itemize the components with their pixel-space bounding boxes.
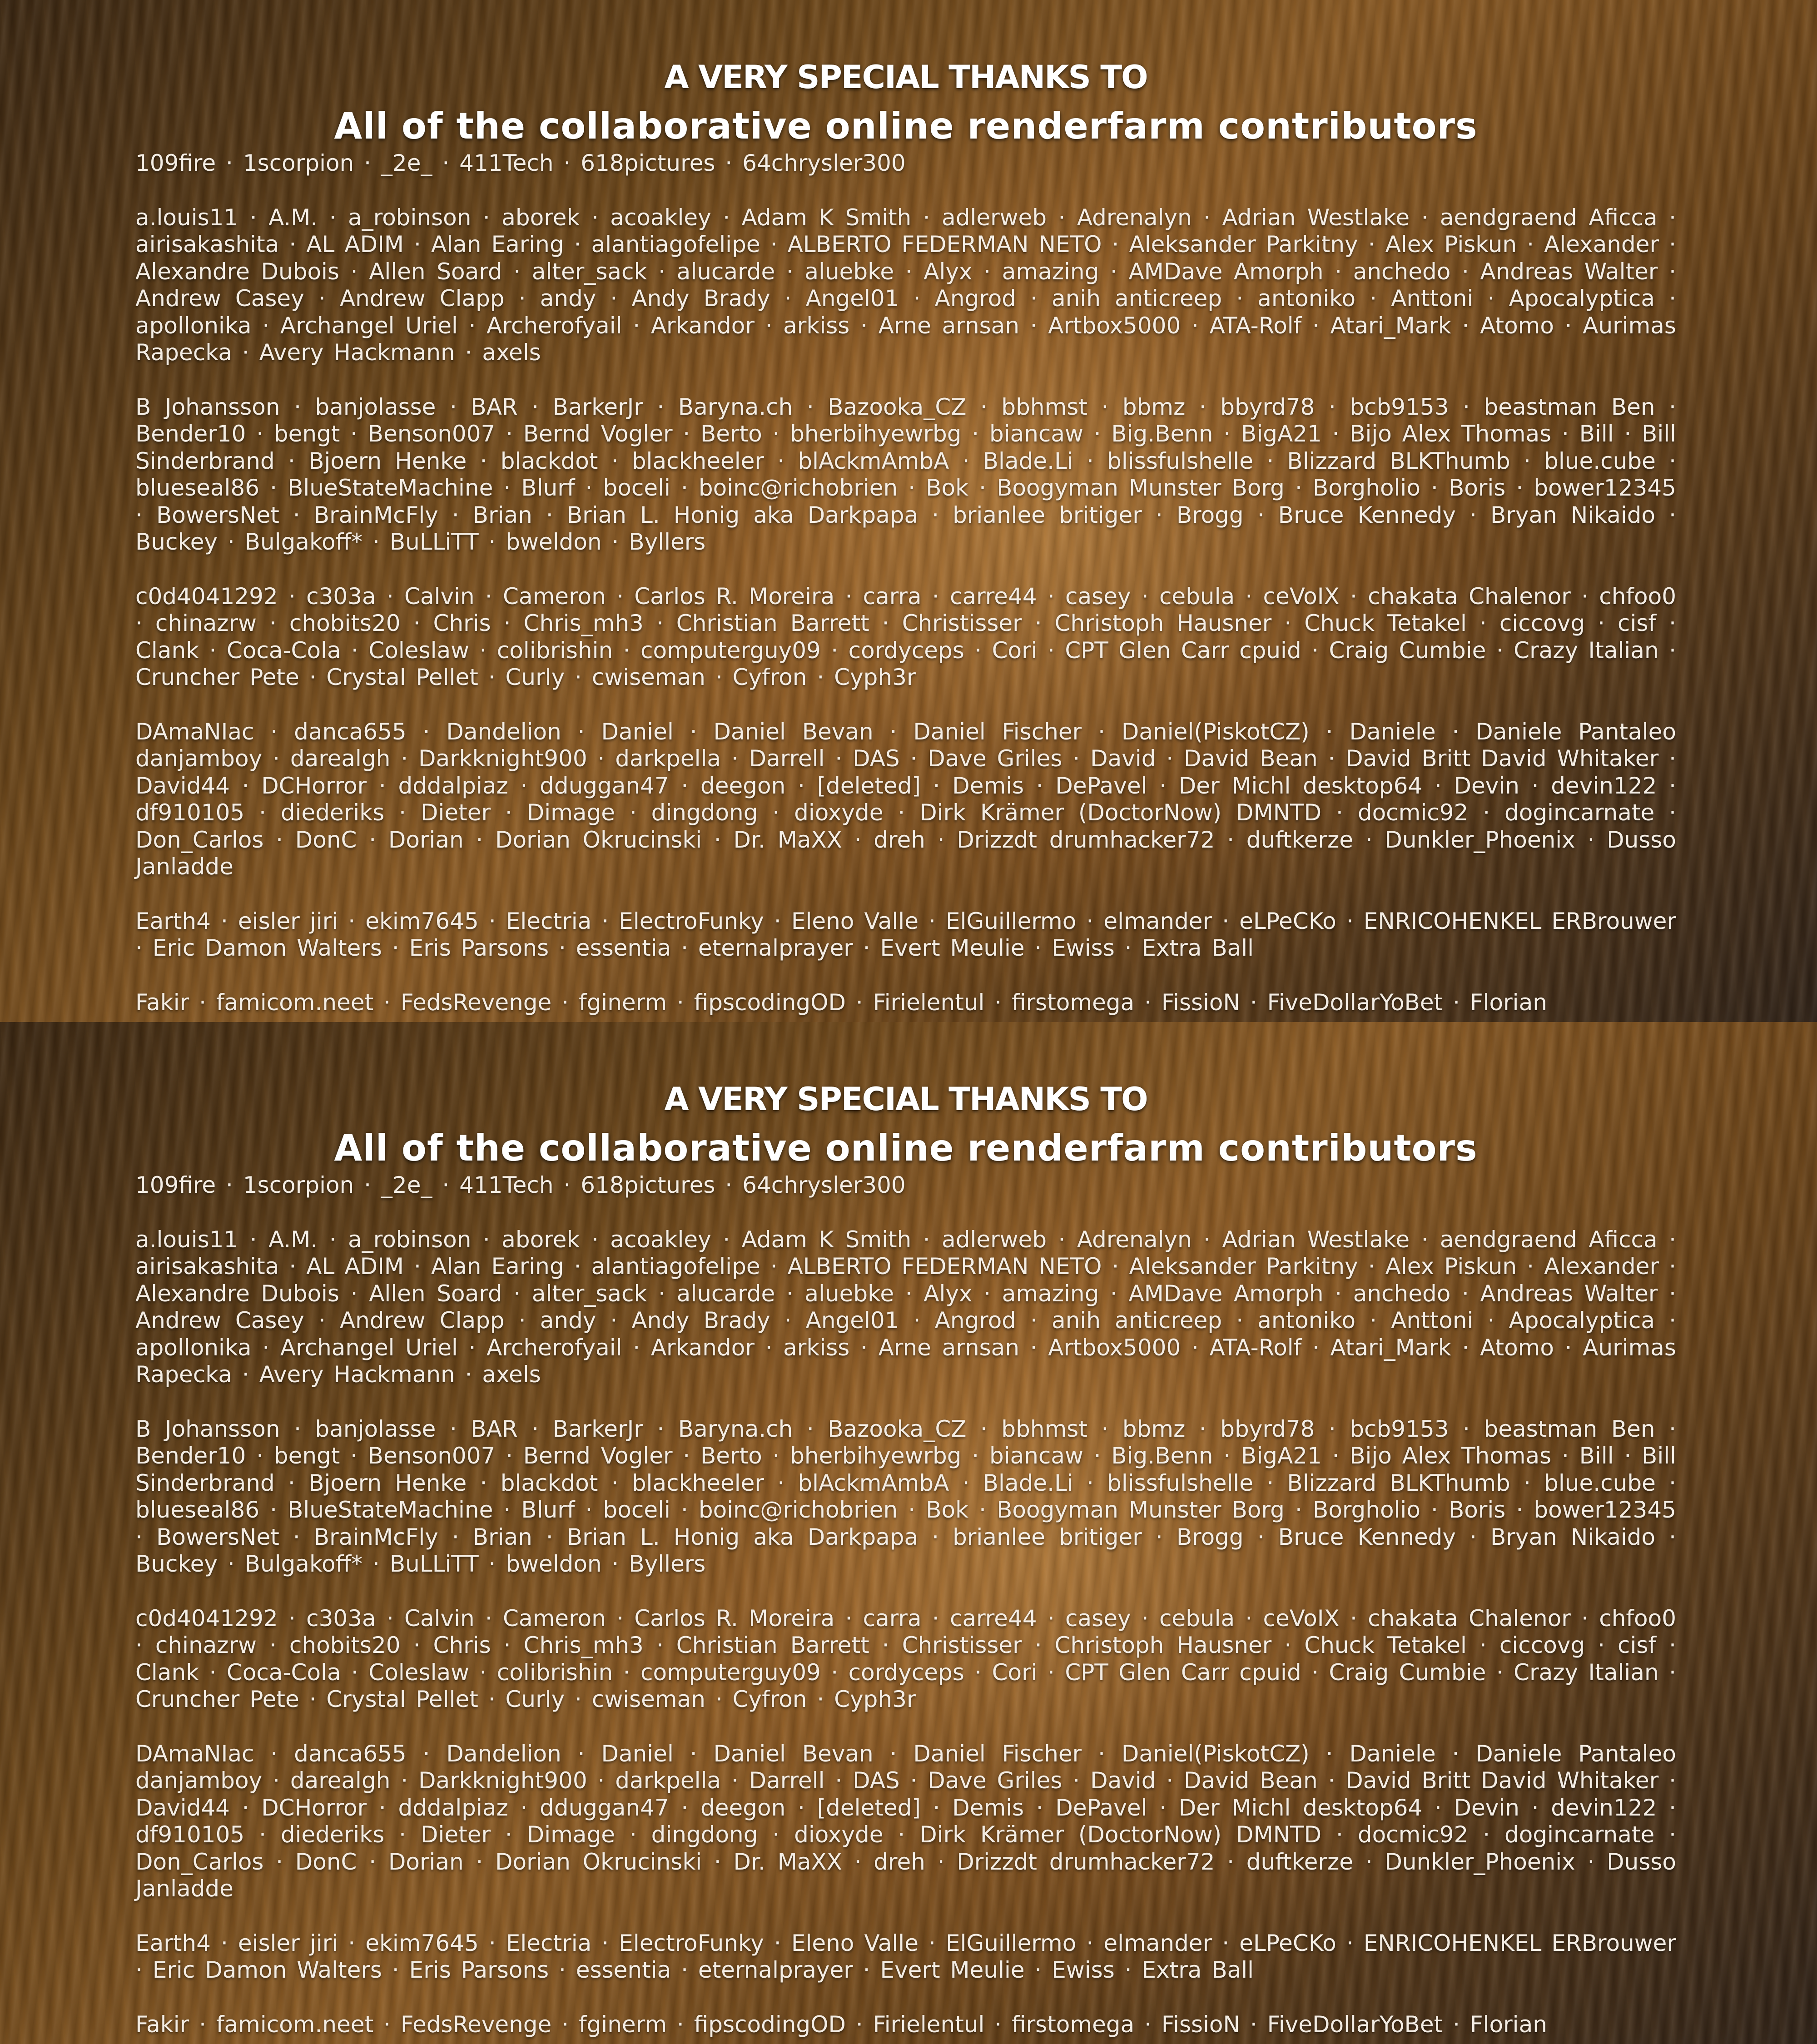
credits-group-e: Earth4 · eisler jiri · ekim7645 · Electria · ElectroFunky · Eleno Valle · ElGuillermo · elmander · eLPeCKo · ENRICOHENKEL ERBrouwer · Eric Damon Walters · Eris Parsons · essentia · eternalprayer · Evert Meulie · Ewiss · Extra Ball bbox=[135, 1930, 1676, 1984]
credits-group-d: DAmaNIac · danca655 · Dandelion · Daniel · Daniel Bevan · Daniel Fischer · Daniel(PiskotCZ) · Daniele · Daniele Pantaleo danjamboy · darealgh · Darkknight900 · darkpella · Darrell · DAS · Dave Griles · David · David Bean · David Britt David Whitaker · David44 · DCHorror · dddalpiaz · dduggan47 · deegon · [deleted] · Demis · DePavel · Der Michl desktop64 · Devin · devin122 · df910105 · diederiks · Dieter · Dimage · dingdong · dioxyde · Dirk Krämer (DoctorNow) DMNTD · docmic92 · dogincarnate · Don_Carlos · DonC · Dorian · Dorian Okrucinski · Dr. MaXX · dreh · Drizzdt drumhacker72 · duftkerze · Dunkler_Phoenix · Dusso Janladde bbox=[135, 719, 1676, 881]
credits-group-a: a.louis11 · A.M. · a_robinson · aborek · acoakley · Adam K Smith · adlerweb · Adrenalyn · Adrian Westlake · aendgraend Aficca · airisakashita · AL ADIM · Alan Earing · alantiagofelipe · ALBERTO FEDERMAN NETO · Aleksander Parkitny · Alex Piskun · Alexander · Alexandre Dubois · Allen Soard · alter_sack · alucarde · aluebke · Alyx · amazing · AMDave Amorph · anchedo · Andreas Walter · Andrew Casey · Andrew Clapp · andy · Andy Brady · Angel01 · Angrod · anih anticreep · antoniko · Anttoni · Apocalyptica · apollonika · Archangel Uriel · Archerofyail · Arkandor · arkiss · Arne arnsan · Artbox5000 · ATA-Rolf · Atari_Mark · Atomo · Aurimas Rapecka · Avery Hackmann · axels bbox=[135, 1226, 1676, 1389]
credits-group-numeric: 109fire · 1scorpion · _2e_ · 411Tech · 618pictures · 64chrysler300 bbox=[135, 150, 1676, 177]
credits-group-c: c0d4041292 · c303a · Calvin · Cameron · Carlos R. Moreira · carra · carre44 · casey · cebula · ceVoIX · chakata Chalenor · chfoo0 · chinazrw · chobits20 · Chris · Chris_mh3 · Christian Barrett · Christisser · Christoph Hausner · Chuck Tetakel · ciccovg · cisf · Clank · Coca-Cola · Coleslaw · colibrishin · computerguy09 · cordyceps · Cori · CPT Glen Carr cpuid · Craig Cumbie · Crazy Italian · Cruncher Pete · Crystal Pellet · Curly · cwiseman · Cyfron · Cyph3r bbox=[135, 583, 1676, 691]
credits-group-a: a.louis11 · A.M. · a_robinson · aborek · acoakley · Adam K Smith · adlerweb · Adrenalyn · Adrian Westlake · aendgraend Aficca · airisakashita · AL ADIM · Alan Earing · alantiagofelipe · ALBERTO FEDERMAN NETO · Aleksander Parkitny · Alex Piskun · Alexander · Alexandre Dubois · Allen Soard · alter_sack · alucarde · aluebke · Alyx · amazing · AMDave Amorph · anchedo · Andreas Walter · Andrew Casey · Andrew Clapp · andy · Andy Brady · Angel01 · Angrod · anih anticreep · antoniko · Anttoni · Apocalyptica · apollonika · Archangel Uriel · Archerofyail · Arkandor · arkiss · Arne arnsan · Artbox5000 · ATA-Rolf · Atari_Mark · Atomo · Aurimas Rapecka · Avery Hackmann · axels bbox=[135, 204, 1676, 367]
credits-group-f: Fakir · famicom.neet · FedsRevenge · fginerm · fipscodingOD · Firielentul · firstomega · FissioN · FiveDollarYoBet · Florian bbox=[135, 2011, 1676, 2039]
credits-subheading: All of the collaborative online renderfarm contributors bbox=[135, 101, 1676, 152]
credits-heading: A VERY SPECIAL THANKS TO bbox=[135, 54, 1676, 101]
credits-group-f: Fakir · famicom.neet · FedsRevenge · fginerm · fipscodingOD · Firielentul · firstomega · FissioN · FiveDollarYoBet · Florian bbox=[135, 989, 1676, 1017]
credits-group-b: B Johansson · banjolasse · BAR · BarkerJr · Baryna.ch · Bazooka_CZ · bbhmst · bbmz · bbyrd78 · bcb9153 · beastman Ben · Bender10 · bengt · Benson007 · Bernd Vogler · Berto · bherbihyewrbg · biancaw · Big.Benn · BigA21 · Bijo Alex Thomas · Bill · Bill Sinderbrand · Bjoern Henke · blackdot · blackheeler · blAckmAmbA · Blade.Li · blissfulshelle · Blizzard BLKThumb · blue.cube · blueseal86 · BlueStateMachine · Blurf · boceli · boinc@richobrien · Bok · Boogyman Munster Borg · Borgholio · Boris · bower12345 · BowersNet · BrainMcFly · Brian · Brian L. Honig aka Darkpapa · brianlee britiger · Brogg · Bruce Kennedy · Bryan Nikaido · Buckey · Bulgakoff* · BuLLiTT · bweldon · Byllers bbox=[135, 1416, 1676, 1578]
credits-group-c: c0d4041292 · c303a · Calvin · Cameron · Carlos R. Moreira · carra · carre44 · casey · cebula · ceVoIX · chakata Chalenor · chfoo0 · chinazrw · chobits20 · Chris · Chris_mh3 · Christian Barrett · Christisser · Christoph Hausner · Chuck Tetakel · ciccovg · cisf · Clank · Coca-Cola · Coleslaw · colibrishin · computerguy09 · cordyceps · Cori · CPT Glen Carr cpuid · Craig Cumbie · Crazy Italian · Cruncher Pete · Crystal Pellet · Curly · cwiseman · Cyfron · Cyph3r bbox=[135, 1605, 1676, 1713]
credits-subheading: All of the collaborative online renderfarm contributors bbox=[135, 1123, 1676, 1174]
credits-group-b: B Johansson · banjolasse · BAR · BarkerJr · Baryna.ch · Bazooka_CZ · bbhmst · bbmz · bbyrd78 · bcb9153 · beastman Ben · Bender10 · bengt · Benson007 · Bernd Vogler · Berto · bherbihyewrbg · biancaw · Big.Benn · BigA21 · Bijo Alex Thomas · Bill · Bill Sinderbrand · Bjoern Henke · blackdot · blackheeler · blAckmAmbA · Blade.Li · blissfulshelle · Blizzard BLKThumb · blue.cube · blueseal86 · BlueStateMachine · Blurf · boceli · boinc@richobrien · Bok · Boogyman Munster Borg · Borgholio · Boris · bower12345 · BowersNet · BrainMcFly · Brian · Brian L. Honig aka Darkpapa · brianlee britiger · Brogg · Bruce Kennedy · Bryan Nikaido · Buckey · Bulgakoff* · BuLLiTT · bweldon · Byllers bbox=[135, 394, 1676, 556]
credits-group-numeric: 109fire · 1scorpion · _2e_ · 411Tech · 618pictures · 64chrysler300 bbox=[135, 1172, 1676, 1199]
credits-group-e: Earth4 · eisler jiri · ekim7645 · Electria · ElectroFunky · Eleno Valle · ElGuillermo · elmander · eLPeCKo · ENRICOHENKEL ERBrouwer · Eric Damon Walters · Eris Parsons · essentia · eternalprayer · Evert Meulie · Ewiss · Extra Ball bbox=[135, 908, 1676, 962]
credits-heading: A VERY SPECIAL THANKS TO bbox=[135, 1076, 1676, 1123]
credits-group-d: DAmaNIac · danca655 · Dandelion · Daniel · Daniel Bevan · Daniel Fischer · Daniel(PiskotCZ) · Daniele · Daniele Pantaleo danjamboy · darealgh · Darkknight900 · darkpella · Darrell · DAS · Dave Griles · David · David Bean · David Britt David Whitaker · David44 · DCHorror · dddalpiaz · dduggan47 · deegon · [deleted] · Demis · DePavel · Der Michl desktop64 · Devin · devin122 · df910105 · diederiks · Dieter · Dimage · dingdong · dioxyde · Dirk Krämer (DoctorNow) DMNTD · docmic92 · dogincarnate · Don_Carlos · DonC · Dorian · Dorian Okrucinski · Dr. MaXX · dreh · Drizzdt drumhacker72 · duftkerze · Dunkler_Phoenix · Dusso Janladde bbox=[135, 1741, 1676, 1903]
